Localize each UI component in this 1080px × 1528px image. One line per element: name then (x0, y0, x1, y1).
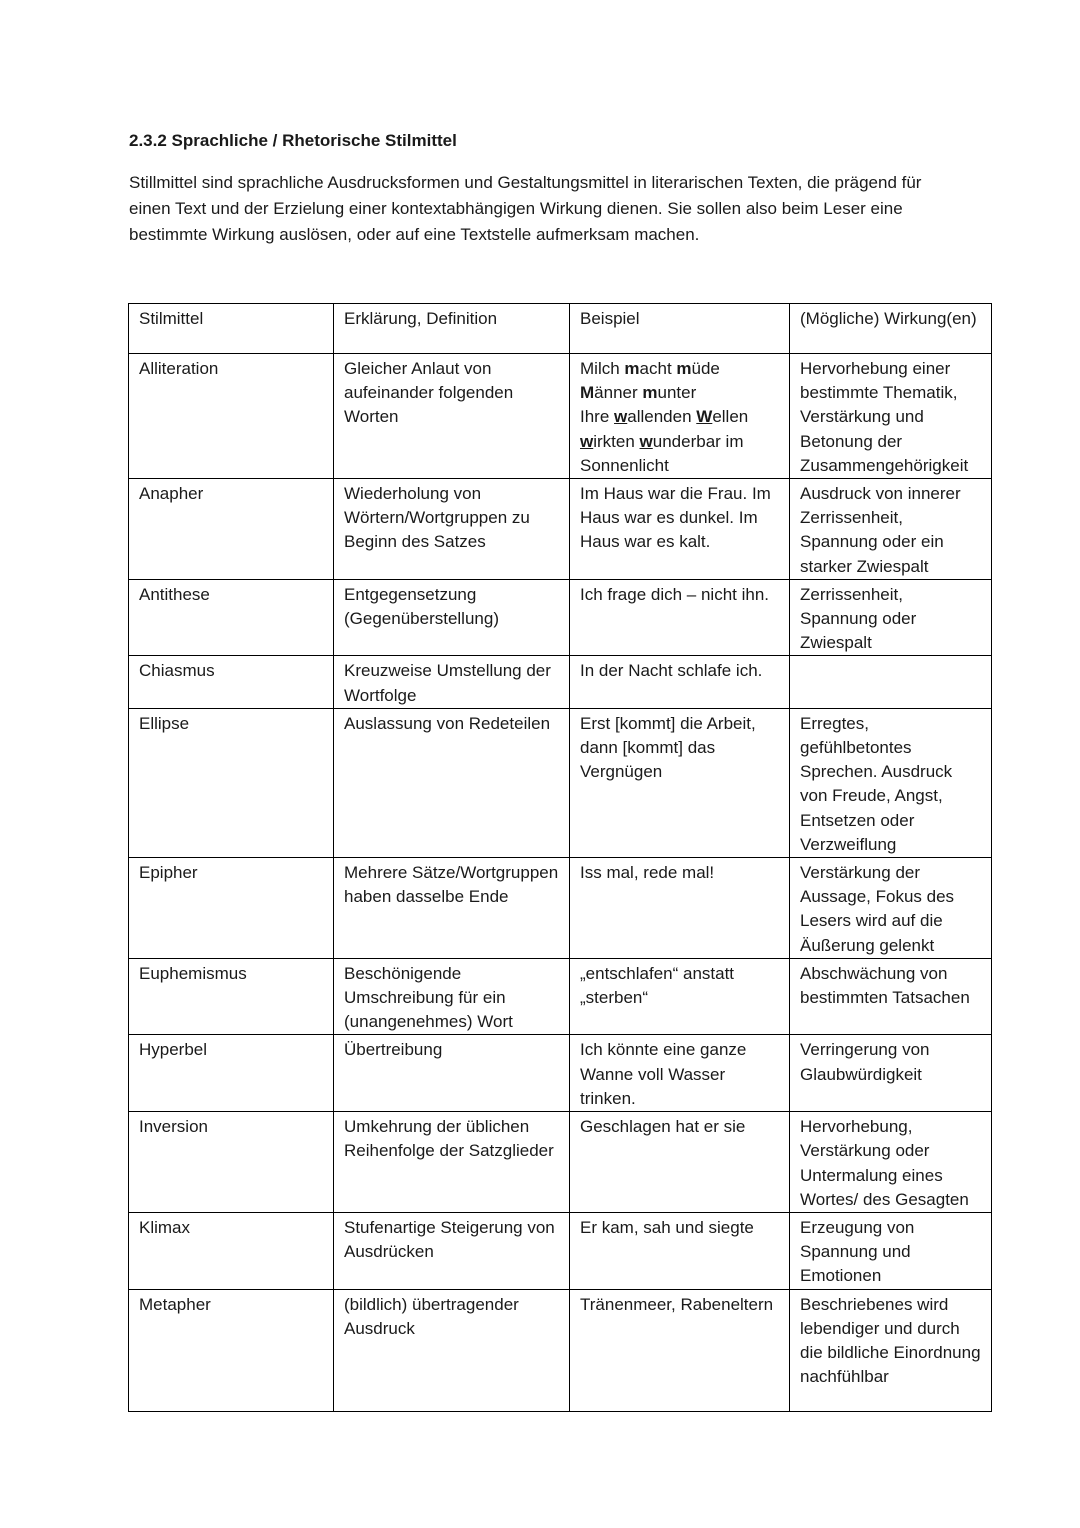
example-cell: In der Nacht schlafe ich. (570, 656, 790, 708)
example-text: Ihre (580, 407, 615, 427)
definition-cell: Übertreibung (334, 1035, 570, 1112)
highlighted-letter: m (642, 383, 658, 403)
alliteration-line (580, 454, 781, 478)
highlighted-letter: w (580, 431, 594, 451)
term-cell: Antithese (129, 579, 334, 656)
header-cell: Erklärung, Definition (334, 304, 570, 354)
term-cell: Chiasmus (129, 656, 334, 708)
term-cell: Klimax (129, 1212, 334, 1289)
highlighted-letter: m (676, 359, 692, 378)
section-heading: 2.3.2 Sprachliche / Rhetorische Stilmittel (129, 131, 457, 150)
term-cell: Hyperbel (129, 1035, 334, 1112)
definition-cell: Umkehrung der üblichen Reihenfolge der Satzglieder (334, 1112, 570, 1213)
term-cell: Inversion (129, 1112, 334, 1213)
stilmittel-table (128, 303, 992, 1412)
header-cell: (Mögliche) Wirkung(en) (790, 304, 992, 354)
alliteration-line (580, 381, 781, 405)
example-cell: Tränenmeer, Rabeneltern (570, 1289, 790, 1411)
term-cell: Anapher (129, 479, 334, 580)
table-row (129, 656, 992, 708)
effect-cell: Erregtes, gefühlbetontes Sprechen. Ausdruck von Freude, Angst, Entsetzen oder Verzweiflung (790, 708, 992, 857)
definition-cell: Auslassung von Redeteilen (334, 708, 570, 857)
table-row (129, 858, 992, 959)
term-cell: Ellipse (129, 708, 334, 857)
effect-cell: Verstärkung der Aussage, Fokus des Lesers wird auf die Äußerung gelenkt (790, 858, 992, 959)
example-text: ellen (712, 407, 749, 427)
table-row (129, 479, 992, 580)
definition-cell: Beschönigende Umschreibung für ein (unangenehmes) Wort (334, 958, 570, 1035)
alliteration-line (580, 430, 781, 454)
table-row (129, 1035, 992, 1112)
table-row (129, 1289, 992, 1411)
example-text: Milch (580, 359, 625, 378)
example-text: acht (639, 359, 677, 378)
definition-cell: Stufenartige Steigerung von Ausdrücken (334, 1212, 570, 1289)
example-cell: Ich könnte eine ganze Wanne voll Wasser trinken. (570, 1035, 790, 1112)
table-row (129, 1212, 992, 1289)
example-text: üde (691, 359, 720, 378)
example-text: unter (657, 383, 697, 403)
effect-cell: Verringerung von Glaubwürdigkeit (790, 1035, 992, 1112)
highlighted-letter: W (696, 407, 713, 427)
highlighted-letter: w (639, 431, 653, 451)
example-text: irkten (593, 431, 640, 451)
effect-cell: Erzeugung von Spannung und Emotionen (790, 1212, 992, 1289)
table-row (129, 579, 992, 656)
term-cell: Metapher (129, 1289, 334, 1411)
example-cell: „entschlafen“ anstatt „sterben“ (570, 958, 790, 1035)
example-text: Sonnenlicht (580, 455, 669, 475)
definition-cell: Kreuzweise Umstellung der Wortfolge (334, 656, 570, 708)
example-cell: Iss mal, rede mal! (570, 858, 790, 959)
effect-cell (790, 656, 992, 708)
effect-cell: Hervorhebung, Verstärkung oder Untermalung eines Wortes/ des Gesagten (790, 1112, 992, 1213)
intro-paragraph: Stillmittel sind sprachliche Ausdrucksformen und Gestaltungsmittel in literarischen Texten, die prägend für einen Text und der Erzielung einer kontextabhängigen Wirkung dienen. Sie sollen also beim Leser eine bestimmte Wirkung auslösen, oder auf eine Textstelle aufmerksam machen. (129, 173, 922, 244)
example-text: underbar im (652, 431, 744, 451)
example-cell: Erst [kommt] die Arbeit, dann [kommt] das Vergnügen (570, 708, 790, 857)
alliteration-line (580, 357, 781, 381)
table-row (129, 354, 992, 479)
definition-cell: Entgegensetzung (Gegenüberstellung) (334, 579, 570, 656)
effect-cell: Hervorhebung einer bestimmte Thematik, Verstärkung und Betonung der Zusammengehörigkeit (790, 354, 992, 479)
definition-cell: (bildlich) übertragender Ausdruck (334, 1289, 570, 1411)
highlighted-letter: m (624, 359, 640, 378)
table-row (129, 958, 992, 1035)
alliteration-line (580, 405, 781, 429)
example-cell: Ich frage dich – nicht ihn. (570, 579, 790, 656)
example-text: allenden (627, 407, 697, 427)
effect-cell: Ausdruck von innerer Zerrissenheit, Spannung oder ein starker Zwiespalt (790, 479, 992, 580)
example-cell (570, 354, 790, 479)
term-cell: Alliteration (129, 354, 334, 479)
effect-cell: Beschriebenes wird lebendiger und durch die bildliche Einordnung nachfühlbar (790, 1289, 992, 1411)
highlighted-letter: w (614, 407, 628, 427)
table-row (129, 708, 992, 857)
definition-cell: Gleicher Anlaut von aufeinander folgenden Worten (334, 354, 570, 479)
effect-cell: Zerrissenheit, Spannung oder Zwiespalt (790, 579, 992, 656)
term-cell: Epipher (129, 858, 334, 959)
header-cell: Beispiel (570, 304, 790, 354)
header-cell: Stilmittel (129, 304, 334, 354)
term-cell: Euphemismus (129, 958, 334, 1035)
example-cell: Er kam, sah und siegte (570, 1212, 790, 1289)
table-row (129, 1112, 992, 1213)
definition-cell: Mehrere Sätze/Wortgruppen haben dasselbe Ende (334, 858, 570, 959)
effect-cell: Abschwächung von bestimmten Tatsachen (790, 958, 992, 1035)
example-text: änner (594, 383, 643, 403)
example-cell: Im Haus war die Frau. Im Haus war es dunkel. Im Haus war es kalt. (570, 479, 790, 580)
definition-cell: Wiederholung von Wörtern/Wortgruppen zu Beginn des Satzes (334, 479, 570, 580)
example-cell: Geschlagen hat er sie (570, 1112, 790, 1213)
table-header-row (129, 304, 992, 354)
highlighted-letter: M (580, 383, 595, 403)
